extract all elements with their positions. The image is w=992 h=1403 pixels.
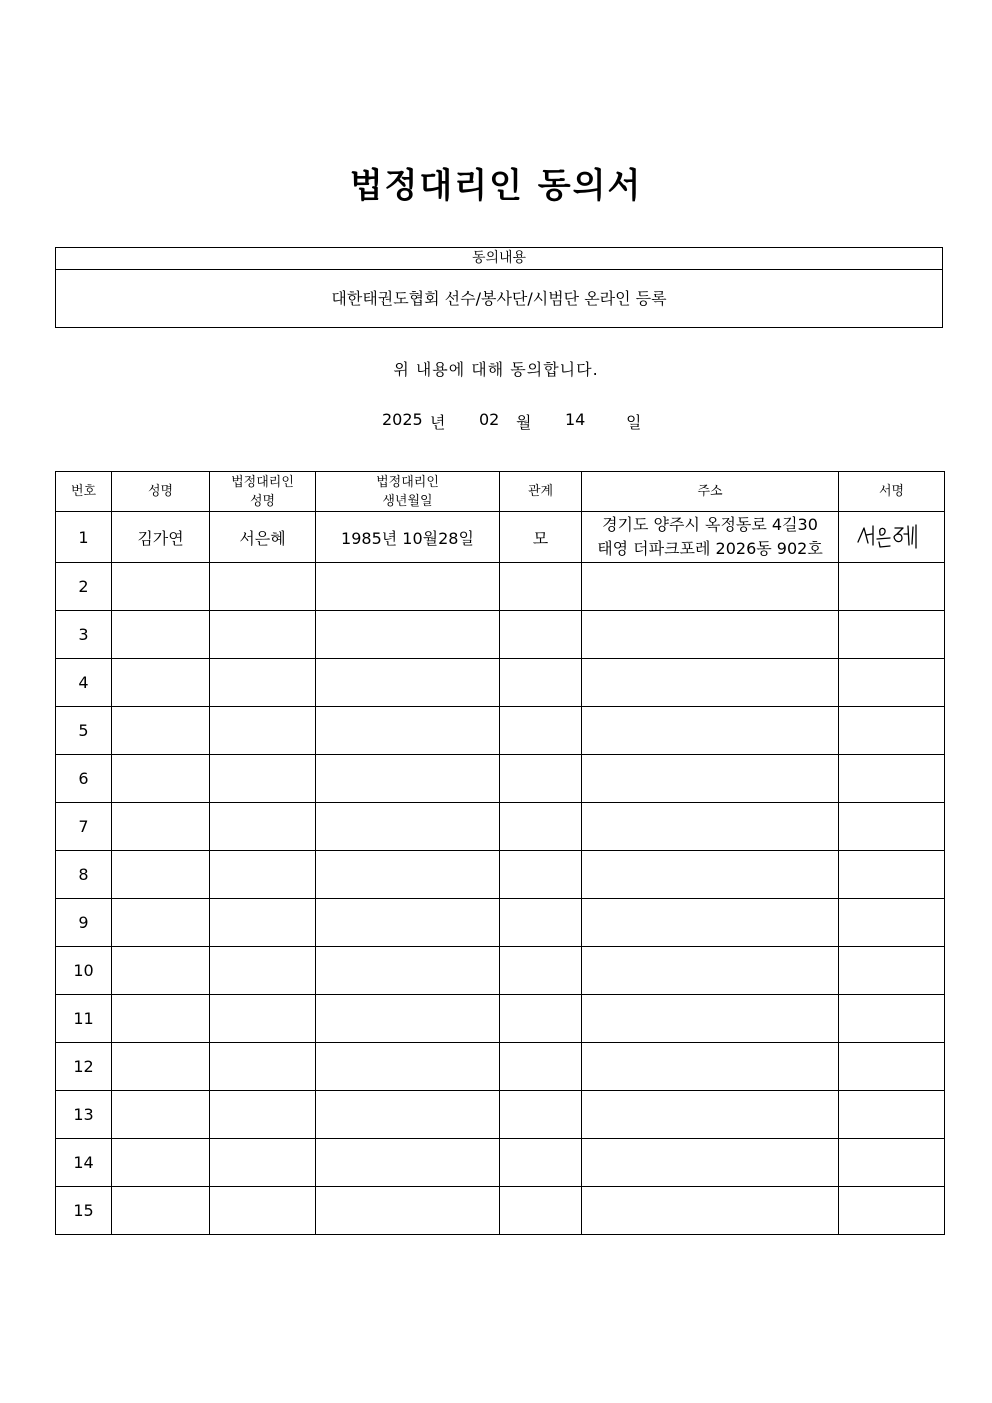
cell-birth: 1985년 10월28일	[316, 512, 500, 563]
header-guardian-name-line1: 법정대리인	[231, 474, 294, 490]
date-day-unit: 일	[626, 413, 642, 432]
date-day: 14	[565, 410, 586, 429]
consent-box	[55, 247, 943, 328]
cell-signature	[839, 512, 945, 563]
header-guardian-birth-line1: 법정대리인	[376, 474, 439, 490]
cell-name: 김가연	[112, 512, 210, 563]
cell-no: 9	[56, 899, 112, 947]
date-month-unit: 월	[516, 413, 532, 432]
cell-no: 7	[56, 803, 112, 851]
cell-no: 2	[56, 563, 112, 611]
document-title: 법정대리인 동의서	[349, 166, 643, 206]
table-row	[56, 611, 945, 659]
header-name: 성명	[112, 472, 210, 512]
table-row	[56, 563, 945, 611]
cell-no: 12	[56, 1043, 112, 1091]
header-guardian-birth	[316, 472, 500, 512]
table-row	[56, 947, 945, 995]
table-row	[56, 755, 945, 803]
table-row	[56, 659, 945, 707]
date-month: 02	[479, 410, 500, 429]
table-row	[56, 512, 945, 563]
cell-guardian: 서은혜	[210, 512, 316, 563]
cell-no: 14	[56, 1139, 112, 1187]
cell-no: 11	[56, 995, 112, 1043]
cell-no: 10	[56, 947, 112, 995]
cell-no: 6	[56, 755, 112, 803]
header-signature: 서명	[839, 472, 945, 512]
header-guardian-birth-line2: 생년월일	[382, 493, 433, 509]
header-address: 주소	[582, 472, 839, 512]
table-row	[56, 1091, 945, 1139]
cell-address	[582, 512, 839, 563]
cell-no: 13	[56, 1091, 112, 1139]
cell-no: 3	[56, 611, 112, 659]
agreement-statement: 위 내용에 대해 동의합니다.	[393, 360, 599, 379]
header-guardian-name-line2: 성명	[249, 493, 276, 509]
header-relation: 관계	[500, 472, 582, 512]
consent-header: 동의내용	[56, 248, 942, 270]
registration-table	[55, 471, 945, 1235]
cell-relation: 모	[500, 512, 582, 563]
table-header-row	[56, 472, 945, 512]
cell-no: 4	[56, 659, 112, 707]
consent-content: 대한태권도협회 선수/봉사단/시범단 온라인 등록	[331, 289, 667, 308]
cell-no: 8	[56, 851, 112, 899]
table-row	[56, 707, 945, 755]
address-line1: 경기도 양주시 옥정동로 4길30	[602, 515, 818, 534]
table-row	[56, 1043, 945, 1091]
cell-no: 5	[56, 707, 112, 755]
table-row	[56, 1139, 945, 1187]
cell-no: 1	[56, 512, 112, 563]
table-row	[56, 851, 945, 899]
address-line2: 태영 더파크포레 2026동 902호	[597, 539, 823, 558]
header-no: 번호	[56, 472, 112, 512]
header-guardian-name	[210, 472, 316, 512]
table-row	[56, 995, 945, 1043]
cell-no: 15	[56, 1187, 112, 1235]
date-year-unit: 년	[430, 413, 446, 432]
table-row	[56, 1187, 945, 1235]
date-year: 2025	[382, 410, 423, 429]
table-row	[56, 803, 945, 851]
handwritten-signature	[852, 518, 932, 552]
table-row	[56, 899, 945, 947]
